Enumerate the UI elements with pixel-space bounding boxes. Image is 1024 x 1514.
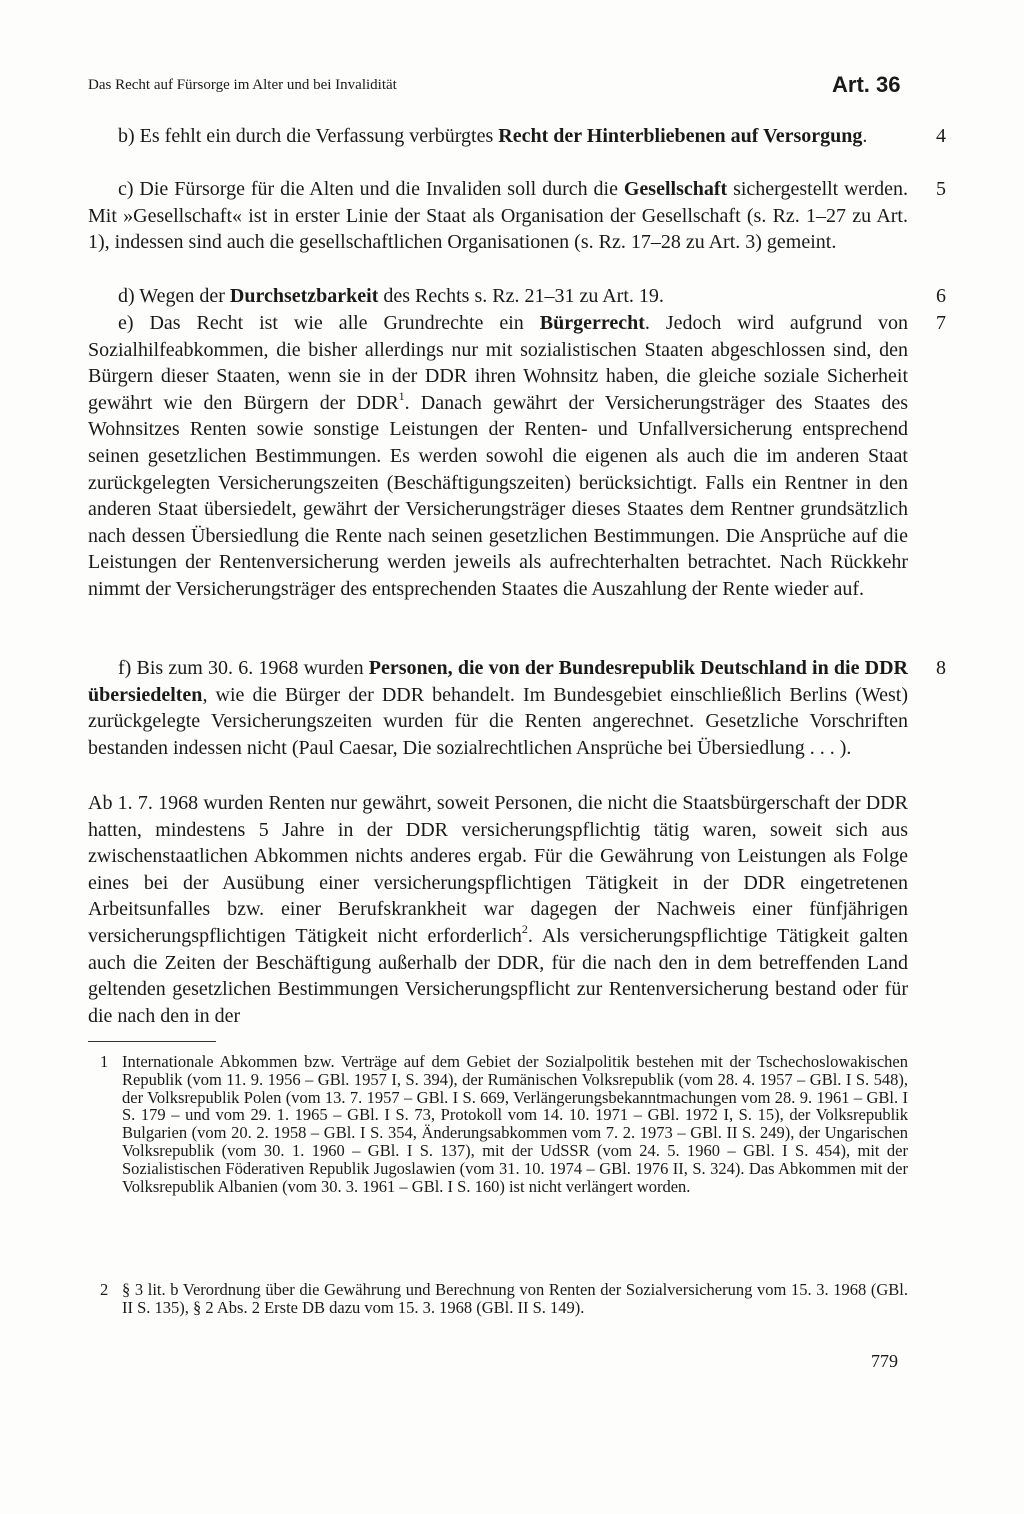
text-run: . Jedoch wird aufgrund von Sozialhilfeabkommen, die bisher allerdings nur mit sozialistischen Staaten abgeschlossen sind, den Bürgern dieser Staaten, wenn sie in der DDR ihren Wohnsitz haben, die gleiche soziale Sicherheit gewährt wie den Bürgern der DDR [88,312,908,414]
paragraph [88,176,908,256]
article-number: Art. 36 [832,72,901,97]
margin-number: 6 [936,285,946,307]
emphasis: Recht der Hinterbliebenen auf Versorgung [498,125,863,147]
running-title: Das Recht auf Fürsorge im Alter und bei Invalidität [88,77,397,93]
paragraph [88,655,908,761]
text-run: . Danach gewährt der Versicherungsträger des Staates des Wohnsitzes Renten sowie sonstige Leistungen der Renten- und Unfallversicherung entsprechend seinen gesetzlichen Bestimmungen. Es werden sowohl die eigenen als auch die im anderen Staat zurückgelegten Versicherungszeiten (Beschäftigungszeiten) berücksichtigt. Falls ein Rentner in den anderen Staat übersiedelt, gewährt der Versicherungsträger dieses Staates dem Rentner grundsätzlich nach dessen Übersiedlung die Rente nach seinen gesetzlichen Bestimmungen. Die Ansprüche auf die Leistungen der Rentenversicherung werden jeweils als aufrechterhalten betrachtet. Nach Rückkehr nimmt der Versicherungsträger des entsprechenden Staates die Auszahlung der Rente wieder auf. [88,391,908,600]
emphasis: Durchsetzbarkeit [229,285,379,307]
text-run: d) Wegen der [118,285,230,307]
footnote-number: 1 [100,1052,109,1071]
text-run: Ab 1. 7. 1968 wurden Renten nur gewährt, soweit Personen, die nicht die Staatsbürgerschaft der DDR hatten, mindestens 5 Jahre in der DDR versicherungspflichtig tätig waren, soweit sich aus zwischenstaatlichen Abkommen nichts anderes ergab. Für die Gewährung von Leistungen als Folge eines bei der Ausübung einer versicherungspflichtigen Tätigkeit in der DDR eingetretenen Arbeitsunfalles bzw. einer Berufskrankheit war dagegen der Nachweis einer fünfjährigen versicherungspflichtigen Tätigkeit nicht erforderlich [88,792,908,947]
text-run: des Rechts s. Rz. 21–31 zu Art. 19. [378,285,664,307]
footnote-text: § 3 lit. b Verordnung über die Gewährung und Berechnung von Renten der Sozialversicherung vom 15. 3. 1968 (GBl. II S. 135), § 2 Abs. 2 Erste DB dazu vom 15. 3. 1968 (GBl. II S. 149). [122,1280,908,1317]
margin-number: 8 [936,657,946,679]
footnote-text: Internationale Abkommen bzw. Verträge auf dem Gebiet der Sozialpolitik bestehen mit der Tschechoslowakischen Republik (vom 11. 9. 1956 – GBl. 1957 I, S. 394), der Rumänischen Volksrepublik (vom 28. 4. 1957 – GBl. I S. 548), der Volksrepublik Polen (vom 13. 7. 1957 – GBl. I S. 669, Verlängerungsbekanntmachungen vom 28. 9. 1961 – GBl. I S. 179 – und vom 29. 1. 1965 – GBl. I S. 73, Protokoll vom 14. 10. 1971 – GBl. 1972 I, S. 15), der Volksrepublik Bulgarien (vom 20. 2. 1958 – GBl. I S. 354, Änderungsabkommen vom 7. 2. 1973 – GBl. II S. 249), der Ungarischen Volksrepublik (vom 30. 1. 1960 – GBl. I S. 137), mit der UdSSR (vom 24. 5. 1960 – GBl. I S. 454), mit der Sozialistischen Föderativen Republik Jugoslawien (vom 31. 10. 1974 – GBl. 1976 II, S. 324). Das Abkommen mit der Volksrepublik Albanien (vom 30. 3. 1961 – GBl. I S. 160) ist nicht verlängert worden. [122,1052,908,1196]
text-run: , wie die Bürger der DDR behandelt. Im Bundesgebiet einschließlich Berlins (West) zurückgelegte Versicherungszeiten wurden für die Renten angerechnet. Gesetzliche Vorschriften bestanden indessen nicht (Paul Caesar, Die sozialrechtlichen Ansprüche bei Übersiedlung . . . ). [88,683,908,759]
text-run: b) Es fehlt ein durch die Verfassung verbürgtes [118,125,499,147]
text-run: c) Die Fürsorge für die Alten und die Invaliden soll durch die [118,178,624,200]
footnote-ref: 2 [521,922,528,937]
text-run: . [862,125,868,147]
emphasis: Gesellschaft [623,178,728,200]
paragraph [88,123,908,150]
emphasis: Bürgerrecht [539,312,645,334]
text-run: . Als versicherungspflichtige Tätigkeit galten auch die Zeiten der Beschäftigung außerhalb der DDR, für die nach den in dem betreffenden Land geltenden gesetzlichen Bestimmungen Versicherungspflicht zur Rentenversicherung bestand oder für die nach den in der [88,924,908,1027]
text-run: sichergestellt werden. Mit »Gesellschaft« ist in erster Linie der Staat als Organisation der Gesellschaft (s. Rz. 1–27 zu Art. 1), indessen sind auch die gesellschaftlichen Organisationen (s. Rz. 17–28 zu Art. 3) gemeint. [88,178,909,254]
footnote-ref: 1 [398,389,405,404]
footnote-number: 2 [100,1280,109,1299]
margin-number: 5 [936,178,946,200]
emphasis: Personen, die von der Bundesrepublik Deutschland in die DDR übersiedelten [88,657,908,706]
text-run: f) Bis zum 30. 6. 1968 wurden [118,657,369,679]
footnote-divider [88,1041,216,1042]
paragraph [88,310,908,603]
page-number: 779 [871,1351,898,1371]
paragraph [88,790,908,1029]
margin-number: 7 [936,312,946,334]
margin-number: 4 [936,125,946,147]
text-run: e) Das Recht ist wie alle Grundrechte ein [118,312,540,334]
paragraph [88,283,908,310]
